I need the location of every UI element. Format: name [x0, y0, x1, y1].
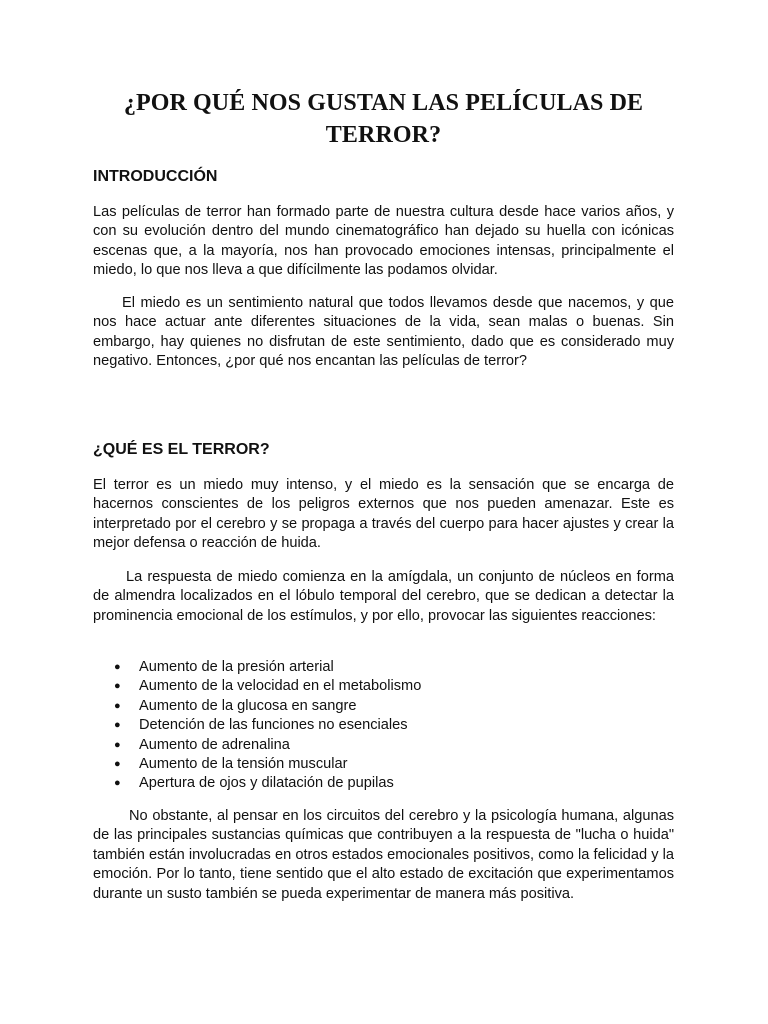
terror-paragraph-2: La respuesta de miedo comienza en la amígdala, un conjunto de núcleos en forma de almendra localizados en el lóbulo temporal del cerebro, que se dedican a detectar la prominencia emocional de los estímulos, y por ello, provocar las siguientes reacciones:: [93, 569, 674, 624]
bullet-icon: ●: [114, 738, 121, 751]
bullet-icon: ●: [114, 777, 121, 790]
list-item: ● Aumento de la tensión muscular: [93, 755, 674, 774]
section-heading-que-es-el-terror: ¿QUÉ ES EL TERROR?: [93, 441, 270, 458]
list-item: ● Aumento de la velocidad en el metabolismo: [93, 677, 674, 696]
bullet-icon: ●: [114, 680, 121, 693]
list-item: ● Aumento de la presión arterial: [93, 658, 674, 677]
reactions-list: [93, 658, 674, 794]
terror-closing-paragraph: No obstante, al pensar en los circuitos del cerebro y la psicología humana, algunas de las principales sustancias químicas que contribuyen a la respuesta de "lucha o huida" también están involucradas en otros estados emocionales positivos, como la felicidad y la emoción. Por lo tanto, tiene sentido que el alto estado de excitación que experimentamos durante un susto también se pueda experimentar de manera más positiva.: [93, 808, 674, 902]
terror-paragraph-1: El terror es un miedo muy intenso, y el miedo es la sensación que se encarga de hacernos conscientes de los peligros externos que nos pueden amenazar. Este es interpretado por el cerebro y se propaga a través del cuerpo para hacer ajustes y crear la mejor defensa o reacción de huida.: [93, 477, 674, 552]
intro-paragraph-1: Las películas de terror han formado parte de nuestra cultura desde hace varios años, y con su evolución dentro del mundo cinematográfico han dejado su huella con icónicas escenas que, a la mayoría, nos han provocado emociones intensas, principalmente el miedo, lo que nos lleva a que difícilmente las podamos olvidar.: [93, 204, 674, 279]
bullet-icon: ●: [114, 719, 121, 732]
bullet-icon: ●: [114, 699, 121, 712]
list-item: ● Apertura de ojos y dilatación de pupilas: [93, 774, 674, 793]
list-item: ● Aumento de adrenalina: [93, 736, 674, 755]
bullet-icon: ●: [114, 757, 121, 770]
bullet-icon: ●: [114, 661, 121, 673]
list-item: ● Detención de las funciones no esenciales: [93, 716, 674, 735]
intro-paragraph-2: El miedo es un sentimiento natural que todos llevamos desde que nacemos, y que nos hace actuar ante diferentes situaciones de la vida, sean malas o buenas. Sin embargo, hay quienes no disfrutan de este sentimiento, dado que es considerado muy negativo. Entonces, ¿por qué nos encantan las películas de terror?: [93, 295, 674, 370]
section-heading-introduccion: INTRODUCCIÓN: [93, 168, 218, 185]
document-title: ¿POR QUÉ NOS GUSTAN LAS PELÍCULAS DE TERROR?: [123, 90, 644, 148]
list-item: ● Aumento de la glucosa en sangre: [93, 697, 674, 716]
